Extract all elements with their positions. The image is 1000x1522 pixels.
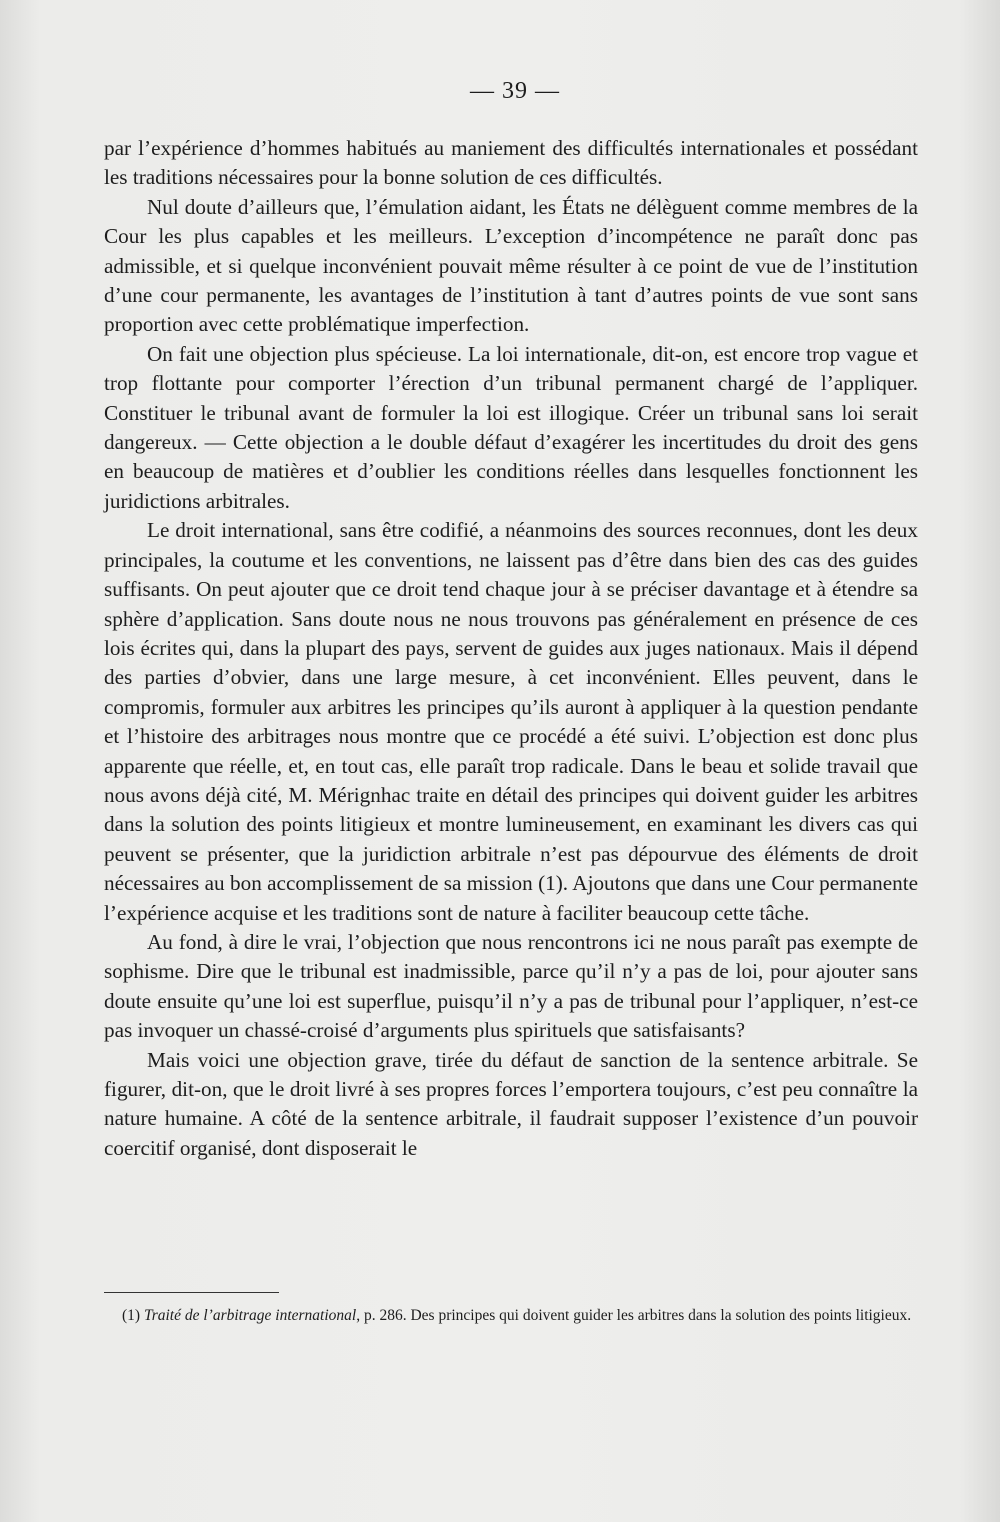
footnote-title: Traité de l’arbitrage international bbox=[143, 1307, 357, 1324]
footnote bbox=[104, 1304, 918, 1328]
paragraph-continuation: par l’expérience d’hommes habitués au maniement des difficultés internationales et possédant les traditions nécessaires pour la bonne solution de ces difficultés. bbox=[104, 136, 918, 190]
paragraph: Nul doute d’ailleurs que, l’émulation aidant, les États ne délèguent comme membres de la Cour les plus capables et les meilleurs. L’exception d’incompétence ne paraît donc pas admissible, et si quelque inconvénient pouvait même résulter à ce point de vue de l’institution d’une cour permanente, les avantages de l’institution à tant d’autres points de vue sont sans proportion avec cette problématique imperfection. bbox=[104, 194, 918, 337]
footnote-divider bbox=[104, 1292, 279, 1293]
footnote-marker: (1) bbox=[122, 1307, 141, 1324]
footnote-text: , p. 286. Des principes qui doivent guider les arbitres dans la solution des points litigieux. bbox=[356, 1307, 912, 1324]
paragraph: Mais voici une objection grave, tirée du défaut de sanction de la sentence arbitrale. Se figurer, dit-on, que le droit livré à ses propres forces l’emportera toujours, c’est peu connaître la nature humaine. A côté de la sentence arbitrale, il faudrait supposer l’existence d’un pouvoir coercitif organisé, dont disposerait le bbox=[104, 1047, 918, 1160]
page-number: — 39 — bbox=[470, 78, 560, 104]
body-text bbox=[104, 134, 918, 1163]
paragraph: On fait une objection plus spécieuse. La loi internationale, dit-on, est encore trop vague et trop flottante pour comporter l’érection d’un tribunal permanent chargé de l’appliquer. Constituer le tribunal avant de formuler la loi est illogique. Créer un tribunal sans loi serait dangereux. — Cette objection a le double défaut d’exagérer les incertitudes du droit des gens en beaucoup de matières et d’oublier les conditions réelles dans lesquelles fonctionnent les juridictions arbitrales. bbox=[104, 341, 918, 513]
paragraph: Le droit international, sans être codifié, a néanmoins des sources reconnues, dont les deux principales, la coutume et les conventions, ne laissent pas d’être dans bien des cas des guides suffisants. On peut ajouter que ce droit tend chaque jour à se préciser davantage et à étendre sa sphère d’application. Sans doute nous ne nous trouvons pas généralement en présence de ces lois écrites qui, dans la plupart des pays, servent de guides aux juges nationaux. Mais il dépend des parties d’obvier, dans une large mesure, à cet inconvénient. Elles peuvent, dans le compromis, formuler aux arbitres les principes qu’ils auront à appliquer à la question pendante et l’histoire des arbitrages nous montre que ce procédé a été suivi. L’objection est donc plus apparente que réelle, et, en tout cas, elle paraît trop radicale. Dans le beau et solide travail que nous avons déjà cité, M. Mérignhac traite en détail des principes qui doivent guider les arbitres dans la solution des points litigieux et montre lumineusement, en examinant les divers cas qui peuvent se présenter, que la juridiction arbitrale n’est pas dépourvue des éléments de droit nécessaires au bon accomplissement de sa mission (1). Ajoutons que dans une Cour permanente l’expérience acquise et les traditions sont de nature à faciliter beaucoup cette tâche. bbox=[104, 518, 918, 925]
paragraph: Au fond, à dire le vrai, l’objection que nous rencontrons ici ne nous paraît pas exempte de sophisme. Dire que le tribunal est inadmissible, parce qu’il n’y a pas de loi, pour ajouter sans doute ensuite qu’une loi est superflue, puisqu’il n’y a pas de tribunal pour l’appliquer, n’est-ce pas invoquer un chassé-croisé d’arguments plus spirituels que satisfaisants? bbox=[104, 929, 918, 1043]
